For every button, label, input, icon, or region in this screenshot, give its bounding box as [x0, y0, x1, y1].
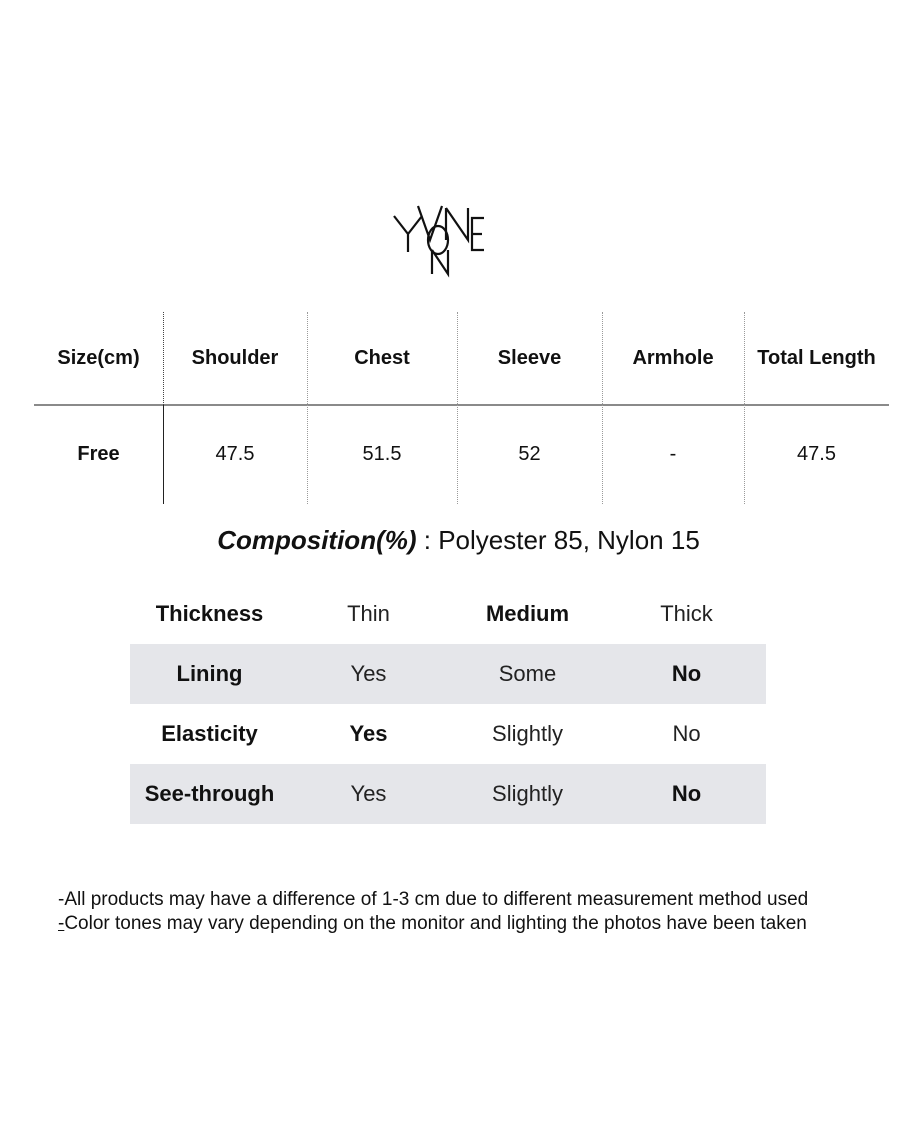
attribute-option: No [672, 721, 701, 746]
column-divider [163, 405, 164, 504]
attribute-option-selected: No [671, 661, 702, 686]
column-divider [744, 312, 745, 504]
measurement-note: -All products may have a difference of 1-3 cm due to different measurement method used [58, 889, 809, 910]
fabric-attributes-grid [130, 584, 766, 824]
attribute-option-selected: Medium [485, 601, 570, 626]
size-header-cell: Size(cm) [57, 347, 140, 369]
attribute-option: Thick [660, 601, 713, 626]
total-length-header-cell: Total Length [757, 347, 876, 369]
column-divider [457, 312, 458, 504]
column-divider [307, 312, 308, 504]
chest-value-cell: 51.5 [362, 443, 402, 465]
see-through-label: See-through [144, 781, 275, 806]
color-note [58, 912, 808, 936]
composition-separator: : [416, 525, 439, 555]
sleeve-header-cell: Sleeve [497, 347, 562, 369]
color-note-text: Color tones may vary depending on the monitor and lighting the photos have been taken [64, 913, 807, 934]
total-length-value-cell: 47.5 [797, 443, 836, 465]
size-value-cell: Free [77, 443, 120, 465]
composition-label: Composition(%) [217, 525, 417, 555]
attribute-option: Slightly [492, 781, 563, 806]
brand-logo-mark [388, 200, 508, 280]
attribute-option: Yes [350, 661, 387, 686]
size-table [34, 312, 889, 504]
elasticity-label: Elasticity [161, 721, 258, 746]
shoulder-value-cell: 47.5 [215, 443, 255, 465]
elasticity-row [130, 704, 766, 764]
thickness-row [130, 584, 766, 644]
attribute-option: Thin [347, 601, 390, 626]
color-note-dash: - [58, 913, 65, 934]
attribute-option: Some [498, 661, 557, 686]
attribute-option: Slightly [492, 721, 563, 746]
see-through-row [130, 764, 766, 824]
composition-line [0, 525, 917, 556]
column-divider [602, 312, 603, 504]
disclaimer-notes [58, 888, 808, 936]
composition-value: Polyester 85, Nylon 15 [438, 525, 700, 555]
sleeve-value-cell: 52 [518, 443, 541, 465]
attribute-option: Yes [350, 781, 387, 806]
attribute-option-selected: Yes [349, 721, 388, 746]
armhole-header-cell: Armhole [632, 347, 714, 369]
thickness-label: Thickness [155, 601, 264, 626]
chest-header-cell: Chest [354, 347, 410, 369]
brand-logo [388, 200, 508, 280]
lining-label: Lining [176, 661, 243, 686]
attribute-option-selected: No [671, 781, 702, 806]
armhole-value-cell: - [669, 443, 677, 465]
column-divider [163, 312, 164, 405]
lining-row [130, 644, 766, 704]
shoulder-header-cell: Shoulder [191, 347, 279, 369]
